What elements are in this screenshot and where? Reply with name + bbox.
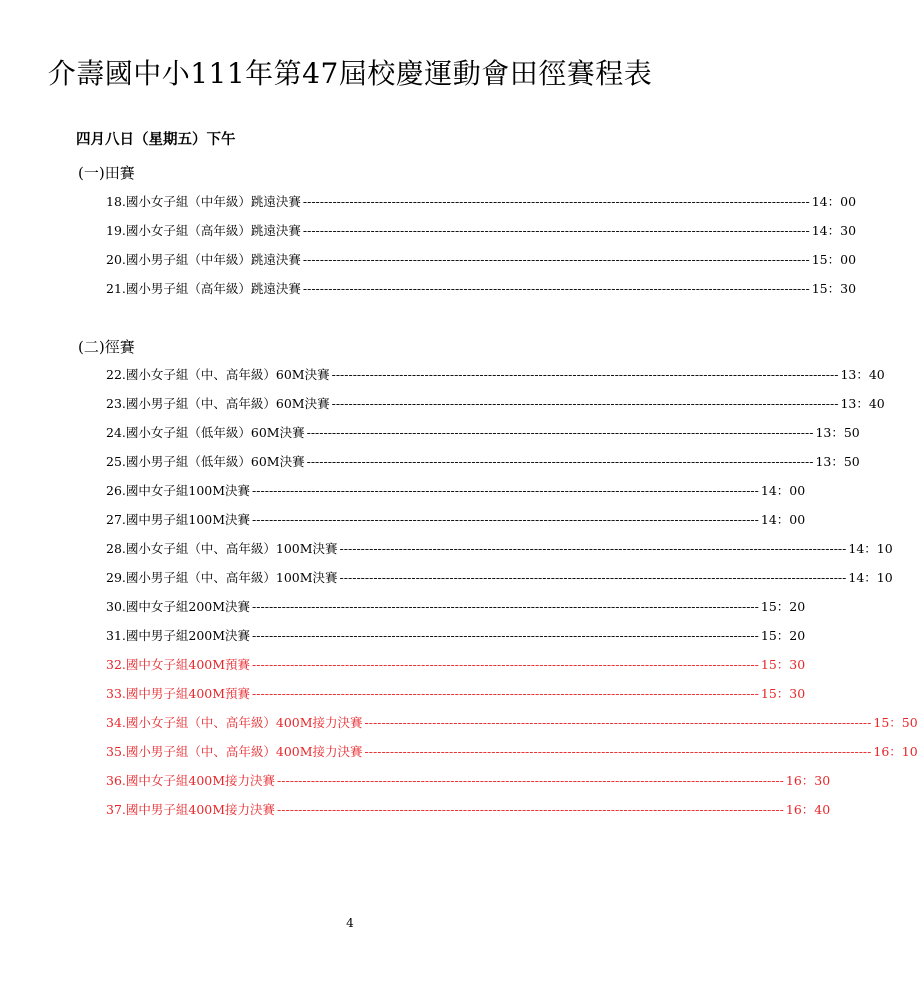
schedule-row <box>106 364 885 384</box>
schedule-row <box>106 480 806 500</box>
dash-leader: ------------------------------------------------------------------------------------------------------------------------ <box>302 280 810 296</box>
event-name: 33.國中男子組400M預賽 <box>106 686 251 701</box>
section-heading-track-events: (二)徑賽 <box>78 338 135 356</box>
dash-leader: ------------------------------------------------------------------------------------------------------------------------ <box>252 627 759 643</box>
schedule-row <box>106 451 860 471</box>
schedule-row <box>106 220 857 240</box>
event-name: 29.國小男子組（中、高年級）100M決賽 <box>106 570 338 585</box>
schedule-row-highlighted <box>106 770 831 790</box>
schedule-row-highlighted <box>106 654 806 674</box>
schedule-row <box>106 596 806 616</box>
page-title: 介壽國中小111年第47屆校慶運動會田徑賽程表 <box>47 57 653 90</box>
schedule-row <box>106 393 885 413</box>
event-time: 16：30 <box>785 773 831 788</box>
event-name: 28.國小女子組（中、高年級）100M決賽 <box>106 541 338 556</box>
schedule-row-highlighted <box>106 741 918 761</box>
dash-leader: ------------------------------------------------------------------------------------------------------------------------ <box>302 222 810 238</box>
event-time: 14：00 <box>760 483 806 498</box>
event-time: 15：20 <box>760 628 806 643</box>
dash-leader: ------------------------------------------------------------------------------------------------------------------------ <box>331 366 839 382</box>
event-time: 13：40 <box>840 396 885 411</box>
dash-leader: ------------------------------------------------------------------------------------------------------------------------ <box>252 598 759 614</box>
schedule-row <box>106 567 893 587</box>
event-name: 23.國小男子組（中、高年級）60M決賽 <box>106 396 330 411</box>
event-name: 37.國中男子組400M接力決賽 <box>106 802 276 817</box>
event-time: 16：40 <box>785 802 831 817</box>
schedule-row <box>106 538 893 558</box>
event-time: 15：50 <box>873 715 918 730</box>
schedule-row-highlighted <box>106 683 806 703</box>
event-time: 15：30 <box>760 657 806 672</box>
event-time: 16：10 <box>873 744 918 759</box>
event-time: 13：50 <box>815 425 860 440</box>
dash-leader: ------------------------------------------------------------------------------------------------------------------------ <box>339 569 847 585</box>
dash-leader: ------------------------------------------------------------------------------------------------------------------------ <box>306 453 814 469</box>
event-name: 35.國小男子組（中、高年級）400M接力決賽 <box>106 744 363 759</box>
dash-leader: ------------------------------------------------------------------------------------------------------------------------ <box>364 714 872 730</box>
event-time: 14：30 <box>811 223 857 238</box>
event-time: 15：00 <box>811 252 857 267</box>
dash-leader: ------------------------------------------------------------------------------------------------------------------------ <box>306 424 814 440</box>
dash-leader: ------------------------------------------------------------------------------------------------------------------------ <box>302 193 810 209</box>
event-time: 14：10 <box>848 570 893 585</box>
dash-leader: ------------------------------------------------------------------------------------------------------------------------ <box>339 540 847 556</box>
event-name: 22.國小女子組（中、高年級）60M決賽 <box>106 367 330 382</box>
event-time: 14：00 <box>811 194 857 209</box>
page-number: 4 <box>346 916 354 930</box>
event-name: 34.國小女子組（中、高年級）400M接力決賽 <box>106 715 363 730</box>
schedule-row-highlighted <box>106 712 918 732</box>
event-time: 15：20 <box>760 599 806 614</box>
schedule-row <box>106 625 806 645</box>
event-name: 31.國中男子組200M決賽 <box>106 628 251 643</box>
event-time: 15：30 <box>811 281 857 296</box>
event-name: 27.國中男子組100M決賽 <box>106 512 251 527</box>
dash-leader: ------------------------------------------------------------------------------------------------------------------------ <box>277 801 784 817</box>
schedule-row <box>106 278 857 298</box>
event-name: 21.國小男子組（高年級）跳遠決賽 <box>106 281 301 296</box>
dash-leader: ------------------------------------------------------------------------------------------------------------------------ <box>302 251 810 267</box>
schedule-row <box>106 509 806 529</box>
event-time: 13：50 <box>815 454 860 469</box>
dash-leader: ------------------------------------------------------------------------------------------------------------------------ <box>331 395 839 411</box>
dash-leader: ------------------------------------------------------------------------------------------------------------------------ <box>277 772 784 788</box>
event-time: 14：00 <box>760 512 806 527</box>
dash-leader: ------------------------------------------------------------------------------------------------------------------------ <box>252 685 759 701</box>
dash-leader: ------------------------------------------------------------------------------------------------------------------------ <box>364 743 872 759</box>
event-name: 32.國中女子組400M預賽 <box>106 657 251 672</box>
dash-leader: ------------------------------------------------------------------------------------------------------------------------ <box>252 482 759 498</box>
event-name: 26.國中女子組100M決賽 <box>106 483 251 498</box>
date-heading: 四月八日（星期五）下午 <box>76 132 236 148</box>
event-name: 25.國小男子組（低年級）60M決賽 <box>106 454 305 469</box>
event-time: 15：30 <box>760 686 806 701</box>
dash-leader: ------------------------------------------------------------------------------------------------------------------------ <box>252 511 759 527</box>
schedule-row <box>106 422 860 442</box>
dash-leader: ------------------------------------------------------------------------------------------------------------------------ <box>252 656 759 672</box>
event-name: 19.國小女子組（高年級）跳遠決賽 <box>106 223 301 238</box>
schedule-row-highlighted <box>106 799 831 819</box>
event-name: 20.國小男子組（中年級）跳遠決賽 <box>106 252 301 267</box>
event-time: 13：40 <box>840 367 885 382</box>
event-name: 36.國中女子組400M接力決賽 <box>106 773 276 788</box>
event-time: 14：10 <box>848 541 893 556</box>
event-name: 24.國小女子組（低年級）60M決賽 <box>106 425 305 440</box>
event-name: 30.國中女子組200M決賽 <box>106 599 251 614</box>
section-heading-field-events: (一)田賽 <box>78 164 135 182</box>
schedule-row <box>106 191 857 211</box>
schedule-row <box>106 249 857 269</box>
event-name: 18.國小女子組（中年級）跳遠決賽 <box>106 194 301 209</box>
